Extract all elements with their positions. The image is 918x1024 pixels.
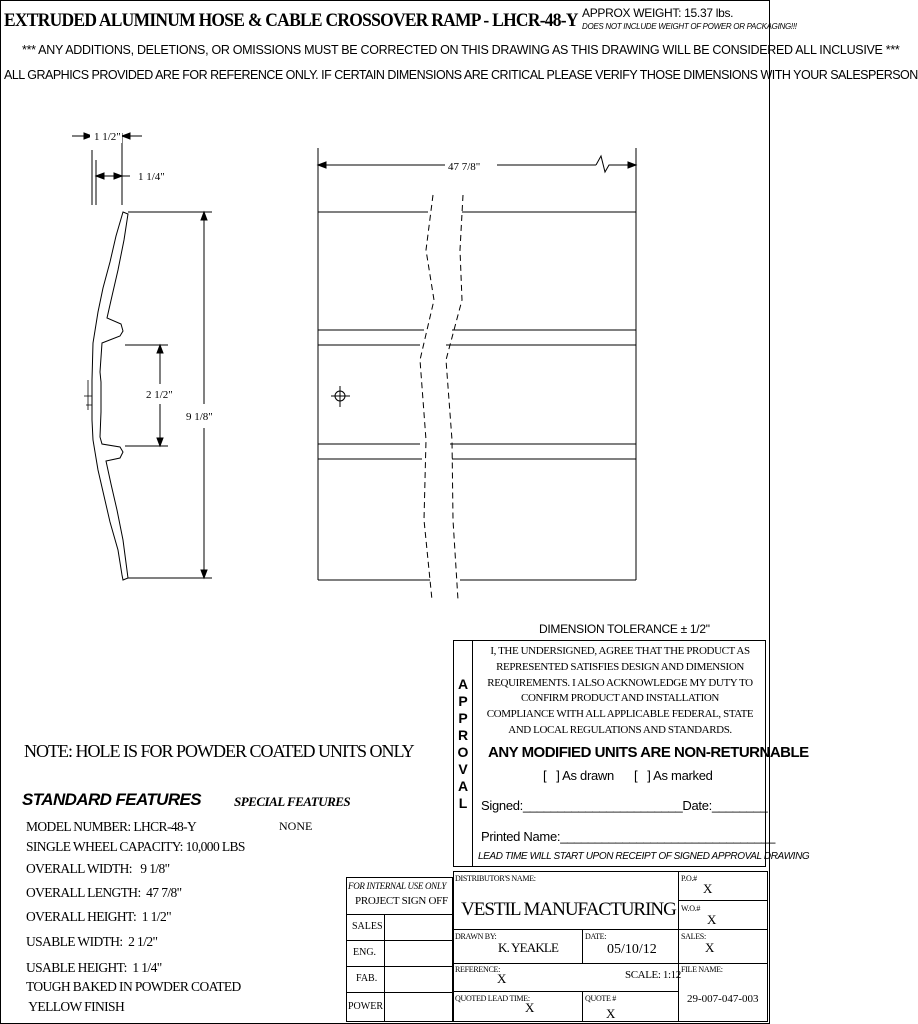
sales-value: X — [705, 940, 715, 955]
drawn-by-label: DRAWN BY: — [455, 932, 497, 941]
po-label: P.O.# — [681, 874, 697, 883]
wo-label: W.O.# — [681, 904, 701, 913]
drawing-title: EXTRUDED ALUMINUM HOSE & CABLE CROSSOVER RAMP - LHCR-48-Y — [4, 10, 578, 31]
feature-item: SINGLE WHEEL CAPACITY: 10,000 LBS — [26, 839, 245, 854]
feature-item: OVERALL LENGTH: 47 7/8" — [26, 885, 182, 900]
distributor-label: DISTRIBUTOR'S NAME: — [455, 874, 536, 883]
dim-overall-height: 1 1/2" — [94, 131, 121, 143]
as-drawn-checkbox[interactable]: [ ] As drawn — [543, 768, 614, 783]
signoff-sales: SALES — [352, 921, 383, 932]
date-label: DATE: — [585, 932, 607, 941]
ramp-top-view-right — [446, 212, 636, 580]
file-value: 29-007-047-003 — [687, 993, 759, 1005]
project-signoff-heading: PROJECT SIGN OFF — [355, 895, 448, 907]
dim-overall-width: 9 1/8" — [186, 411, 213, 423]
feature-item: TOUGH BAKED IN POWDER COATED — [26, 979, 241, 994]
weight-note: DOES NOT INCLUDE WEIGHT OF POWER OR PACKAGING!!! — [582, 22, 797, 31]
special-features-value: NONE — [279, 819, 313, 833]
feature-item: YELLOW FINISH — [26, 999, 125, 1014]
lead-time-note: LEAD TIME WILL START UPON RECEIPT OF SIGNED APPROVAL DRAWING — [478, 851, 810, 862]
warning-text: *** ANY ADDITIONS, DELETIONS, OR OMISSIONS MUST BE CORRECTED ON THIS DRAWING AS THIS DRAWING WILL BE CONSIDERED ALL INCLUSIVE *** — [22, 43, 900, 57]
non-returnable-notice: ANY MODIFIED UNITS ARE NON-RETURNABLE — [488, 744, 809, 761]
lead-time-value: X — [525, 1000, 535, 1015]
feature-item: MODEL NUMBER: LHCR-48-Y — [26, 819, 197, 834]
internal-use-heading: FOR INTERNAL USE ONLY — [348, 881, 447, 891]
signoff-fab: FAB. — [356, 973, 378, 984]
signature-line[interactable]: Signed:_______________________Date:________ — [481, 798, 768, 813]
wo-value: X — [707, 912, 717, 927]
printed-name-line[interactable]: Printed Name:_______________________________ — [481, 829, 776, 844]
reference-value: X — [497, 971, 507, 986]
ramp-profile — [92, 212, 128, 580]
dimension-tolerance: DIMENSION TOLERANCE ± 1/2" — [539, 622, 710, 636]
file-label: FILE NAME: — [681, 965, 723, 974]
distributor-name: VESTIL MANUFACTURING — [461, 899, 676, 920]
quote-label: QUOTE # — [585, 994, 617, 1003]
as-marked-checkbox[interactable]: [ ] As marked — [634, 768, 713, 783]
date-value: 05/10/12 — [607, 942, 657, 957]
powder-coat-note: NOTE: HOLE IS FOR POWDER COATED UNITS ONLY — [24, 741, 414, 761]
po-value: X — [703, 881, 713, 896]
quote-value: X — [606, 1006, 616, 1021]
special-features-heading: SPECIAL FEATURES — [234, 794, 351, 809]
scale-value: SCALE: 1:12 — [625, 969, 681, 981]
drawn-by-value: K. YEAKLE — [498, 940, 559, 955]
approval-vertical-label: A P P R O V A L — [457, 676, 469, 811]
standard-features-heading: STANDARD FEATURES — [22, 790, 201, 809]
feature-item: OVERALL WIDTH: 9 1/8" — [26, 861, 170, 876]
signoff-eng: ENG. — [353, 947, 377, 958]
dim-usable-height: 1 1/4" — [138, 171, 165, 183]
feature-item: USABLE WIDTH: 2 1/2" — [26, 934, 158, 949]
feature-item: OVERALL HEIGHT: 1 1/2" — [26, 909, 172, 924]
dim-overall-length: 47 7/8" — [448, 161, 481, 173]
sales-label: SALES: — [681, 932, 706, 941]
signoff-power: POWER — [348, 1001, 383, 1012]
lead-time-label: QUOTED LEAD TIME: — [455, 994, 530, 1003]
dim-usable-width: 2 1/2" — [146, 389, 173, 401]
reference-text: ALL GRAPHICS PROVIDED ARE FOR REFERENCE ONLY. IF CERTAIN DIMENSIONS ARE CRITICAL PLEASE VERIFY THOSE DIMENSIONS WITH YOUR SALESPERSON — [4, 68, 918, 82]
approval-statement: I, THE UNDERSIGNED, AGREE THAT THE PRODUCT AS REPRESENTED SATISFIES DESIGN AND DIMENSION REQUIREMENTS. I ALSO ACKNOWLEDGE MY DUTY TO CONFIRM PRODUCT AND INSTALLATION COMPLIANCE WITH ALL APPLICABLE FEDERAL, STATE AND LOCAL REGULATIONS AND STANDARDS. — [486, 645, 754, 736]
approx-weight: APPROX WEIGHT: 15.37 lbs. — [582, 6, 734, 20]
reference-label: REFERENCE: — [455, 965, 501, 974]
feature-item: USABLE HEIGHT: 1 1/4" — [26, 960, 162, 975]
